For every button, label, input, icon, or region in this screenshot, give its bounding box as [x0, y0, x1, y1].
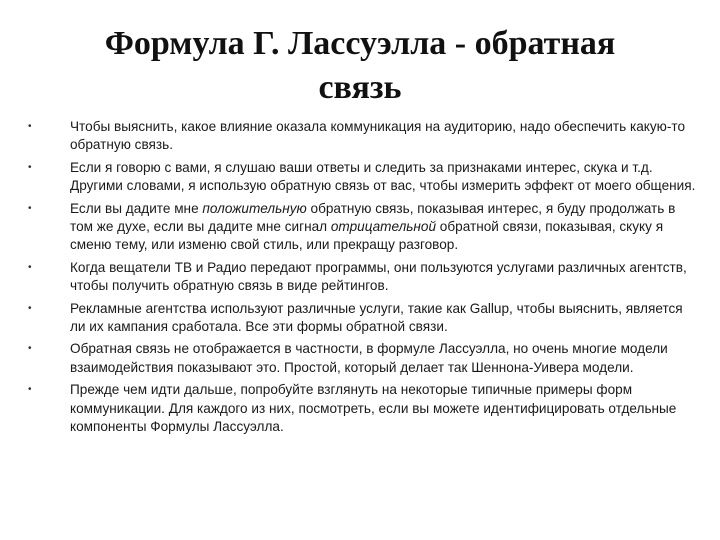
bullet-item-5: [28, 300, 698, 337]
bullet-item-4: [28, 259, 698, 296]
bullet-text-part: обратной связи, показывая, скуку я сменю тему, или изменю свой стиль, или прекращу разговор.: [70, 219, 664, 253]
bullet-dot: •: [28, 384, 32, 396]
bullet-item-7: [28, 381, 698, 436]
bullet-text: Чтобы выяснить, какое влияние оказала коммуникация на аудиторию, надо обеспечить какую-то обратную связь.: [70, 119, 686, 153]
bullet-text: Когда вещатели ТВ и Радио передают программы, они пользуются услугами различных агентств, чтобы получить обратную связь в виде рейтингов.: [70, 259, 687, 294]
bullet-text: Если я говорю с вами, я слушаю ваши ответы и следить за признаками интерес, скука и т.д. Другими словами, я использую обратную связь от вас, чтобы измерить эффект от моего общения.: [70, 159, 696, 194]
bullet-item-6: [28, 340, 698, 377]
bullet-text: Обратная связь не отображается в частности, в формуле Лассуэлла, но очень многие модели взаимодействия показывают это. Простой, который делает так Шеннона-Уивера модели.: [70, 341, 668, 375]
bullet-item-2: [28, 159, 698, 196]
bullet-dot: •: [28, 202, 32, 214]
bullet-list: [28, 118, 698, 441]
bullet-item-1: [28, 118, 698, 155]
emphasis-positive: положительную: [202, 200, 307, 216]
slide-title-line-2: связь: [318, 69, 402, 106]
bullet-dot: •: [28, 121, 32, 132]
bullet-text-part: Если вы дадите мне: [70, 200, 203, 216]
bullet-dot: •: [28, 343, 32, 355]
slide-title: [60, 22, 660, 110]
bullet-dot: •: [28, 302, 32, 314]
bullet-dot: •: [28, 261, 32, 273]
emphasis-negative: отрицательной: [330, 219, 437, 235]
slide-title-line-1: Формула Г. Лассуэлла - обратная: [104, 25, 616, 62]
bullet-item-3: [28, 200, 698, 255]
bullet-text: [70, 201, 675, 253]
bullet-text-part: обратную связь, показывая интерес, я буду продолжать в том же духе, если вы дадите мне сигнал: [70, 200, 676, 235]
bullet-dot: •: [28, 161, 32, 173]
bullet-text: Рекламные агентства используют различные услуги, такие как Gallup, чтобы выяснить, является ли их кампания сработала. Все эти формы обратной связи.: [70, 300, 683, 335]
bullet-text: Прежде чем идти дальше, попробуйте взглянуть на некоторые типичные примеры форм коммуникации. Для каждого из них, посмотреть, если вы можете идентифицировать отдельные компоненты Формулы Лассуэлла.: [70, 382, 677, 435]
